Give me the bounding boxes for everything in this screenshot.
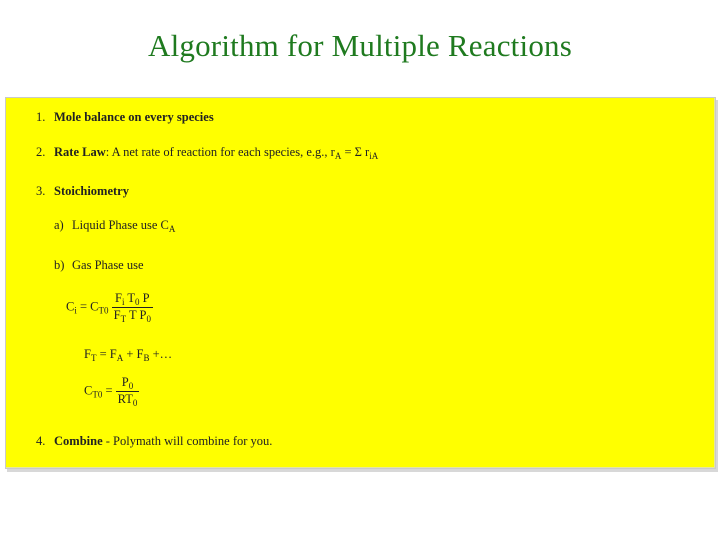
ci-ct0-sub: T0 [98, 305, 109, 316]
ci-num-f: F [115, 291, 122, 305]
step-2-op: = Σ r [341, 145, 370, 159]
ci-num-t-sub: 0 [135, 297, 140, 307]
slide-title: Algorithm for Multiple Reactions [148, 28, 572, 63]
algorithm-panel [5, 97, 716, 469]
ft-lhs: F [84, 347, 91, 361]
ct0-lhs: C [84, 383, 93, 398]
step-2-sub-a: A [334, 151, 342, 161]
ci-numerator [112, 291, 153, 308]
ci-num-t: T [124, 291, 136, 305]
equation-ct0 [84, 375, 139, 408]
step-3b [54, 258, 144, 273]
ft-plus: + F [123, 347, 144, 361]
step-2-sub-ia: iA [369, 151, 379, 161]
ct0-num-sub: 0 [128, 381, 134, 391]
ft-eq: = F [96, 347, 117, 361]
ci-den-f: F [113, 308, 121, 322]
step-2 [36, 145, 378, 161]
step-3a-marker: a) [54, 218, 64, 232]
ci-denominator [112, 308, 153, 324]
step-4-number: 4. [36, 434, 46, 448]
ct0-den-sub: 0 [132, 398, 138, 408]
step-3 [36, 184, 129, 199]
ci-eq: = C [76, 299, 99, 314]
ft-b-sub: B [143, 353, 150, 363]
ci-lhs-sub: i [74, 305, 77, 316]
ci-lhs: C [66, 299, 75, 314]
ft-a-sub: A [116, 353, 124, 363]
step-1 [36, 110, 214, 125]
ci-den-p: P [136, 308, 147, 322]
step-2-label: Rate Law [54, 145, 106, 159]
step-3a [54, 218, 175, 234]
ci-den-t: T [126, 308, 137, 322]
step-3b-marker: b) [54, 258, 65, 272]
ct0-fraction [116, 375, 140, 408]
ct0-denominator [116, 392, 140, 408]
step-2-text: : A net rate of reaction for each species, e.g., r [105, 145, 335, 159]
ci-den-p-sub: 0 [146, 314, 151, 324]
step-1-label: Mole balance on every species [54, 110, 214, 124]
step-3b-text: Gas Phase use [72, 258, 144, 272]
ci-num-p: P [139, 291, 150, 305]
ct0-num: P [121, 375, 129, 389]
ct0-lhs-sub: T0 [92, 389, 103, 400]
ct0-eq: = [102, 383, 116, 398]
step-3-number: 3. [36, 184, 46, 198]
step-1-number: 1. [36, 110, 46, 124]
equation-ci [66, 291, 153, 324]
ci-fraction [112, 291, 153, 324]
step-3a-sub: A [168, 224, 176, 234]
step-2-number: 2. [36, 145, 46, 159]
step-3a-text: Liquid Phase use C [72, 218, 169, 232]
ct0-numerator [116, 375, 140, 392]
step-4 [36, 434, 272, 449]
ci-den-f-sub: T [120, 314, 127, 324]
step-4-text: - Polymath will combine for you. [102, 434, 273, 448]
step-3-label: Stoichiometry [54, 184, 129, 198]
ci-num-f-sub: i [121, 297, 125, 307]
ct0-den: RT [117, 392, 133, 406]
equation-ft [84, 347, 172, 363]
ft-lhs-sub: T [90, 353, 97, 363]
step-4-label: Combine [54, 434, 103, 448]
ft-tail: +… [149, 347, 173, 361]
